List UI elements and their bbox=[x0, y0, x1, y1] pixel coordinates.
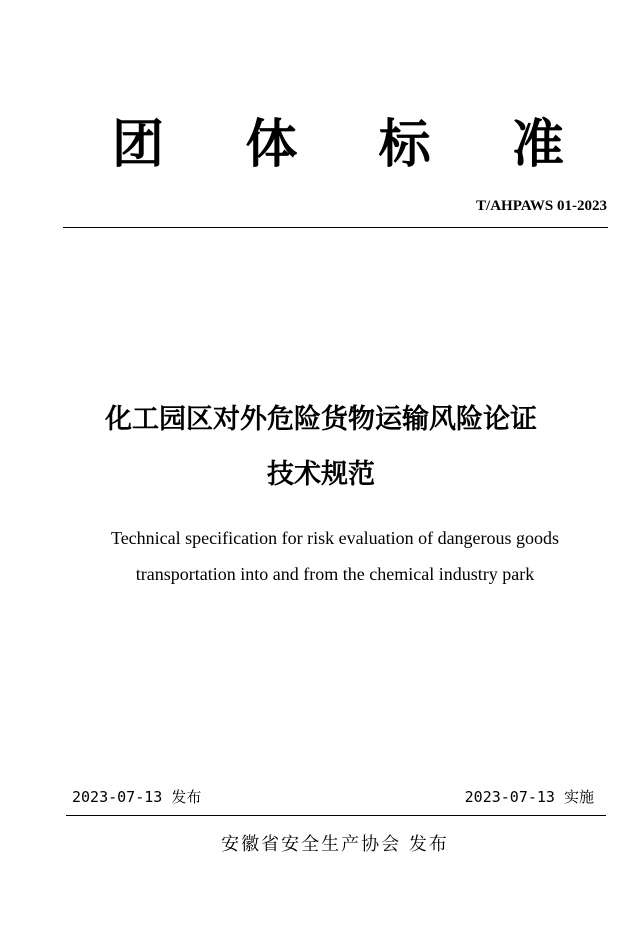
publisher: 安徽省安全生产协会 发布 bbox=[221, 834, 449, 855]
english-title-line-2: transportation into and from the chemical industry park bbox=[135, 564, 535, 584]
standard-type-heading bbox=[108, 110, 568, 180]
chinese-title-line-1: 化工园区对外危险货物运输风险论证 bbox=[105, 404, 537, 435]
chinese-title-line-2: 技术规范 bbox=[267, 459, 375, 490]
top-divider bbox=[63, 227, 608, 228]
english-title-line-1: Technical specification for risk evaluation of dangerous goods bbox=[110, 528, 560, 548]
heading-char-1: 团 bbox=[111, 115, 164, 175]
heading-char-4: 准 bbox=[511, 115, 564, 175]
heading-char-3: 标 bbox=[378, 115, 431, 175]
standard-code: T/AHPAWS 01-2023 bbox=[476, 198, 607, 214]
bottom-divider bbox=[66, 815, 606, 816]
issue-date: 2023-07-13 发布 bbox=[72, 788, 202, 806]
implementation-date: 2023-07-13 实施 bbox=[464, 788, 594, 806]
heading-char-2: 体 bbox=[245, 115, 298, 175]
